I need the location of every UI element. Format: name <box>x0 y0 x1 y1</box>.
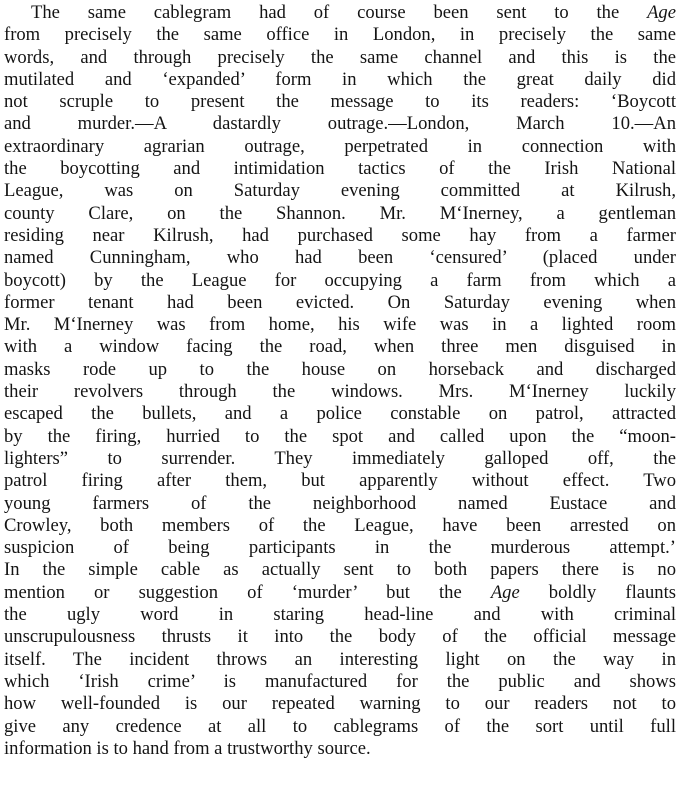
text-line: lighters” to surrender. They immediately galloped off, the <box>4 447 676 469</box>
text-line: not scruple to present the message to its readers: ‘Boycott <box>4 91 676 113</box>
text-line: young farmers of the neighborhood named Eustace and <box>4 492 676 514</box>
text-line: the ugly word in staring head-line and with criminal <box>4 604 676 626</box>
text-line: The same cablegram had of course been sent to the Age <box>31 2 676 23</box>
text-line: the boycotting and intimidation tactics of the Irish National <box>4 158 676 180</box>
text-line: and murder.—A dastardly outrage.—London, March 10.—An <box>4 113 676 135</box>
text-line: from precisely the same office in London, in precisely the same <box>4 24 676 46</box>
text-line: masks rode up to the house on horseback and discharged <box>4 358 676 380</box>
newspaper-title: Age <box>490 581 520 603</box>
newspaper-title: Age <box>647 2 676 23</box>
text-line: mutilated and ‘expanded’ form in which the great daily did <box>4 68 676 90</box>
text-line: words, and through precisely the same channel and this is the <box>4 46 676 68</box>
text-line: former tenant had been evicted. On Saturday evening when <box>4 291 676 313</box>
text-line: named Cunningham, who had been ‘censured’ (placed under <box>4 247 676 269</box>
text-line: give any credence at all to cablegrams of the sort until full <box>4 715 676 737</box>
text-line: how well-founded is our repeated warning to our readers not to <box>4 693 676 715</box>
text-line: Crowley, both members of the League, have been arrested on <box>4 514 676 536</box>
text-line: League, was on Saturday evening committed at Kilrush, <box>4 180 676 202</box>
text-line: which ‘Irish crime’ is manufactured for the public and shows <box>4 670 676 692</box>
article-paragraph <box>4 2 676 760</box>
text-line: Mr. M‘Inerney was from home, his wife was in a lighted room <box>4 314 676 336</box>
text-line: with a window facing the road, when three men disguised in <box>4 336 676 358</box>
text-line: their revolvers through the windows. Mrs. M‘Inerney luckily <box>4 381 676 403</box>
text-line: residing near Kilrush, had purchased some hay from a farmer <box>4 224 676 246</box>
text-line: boycott) by the League for occupying a farm from which a <box>4 269 676 291</box>
text-line: In the simple cable as actually sent to both papers there is no <box>4 559 676 581</box>
text-line: information is to hand from a trustworthy source. <box>4 737 371 759</box>
text-line: itself. The incident throws an interesting light on the way in <box>4 648 676 670</box>
text-line: unscrupulousness thrusts it into the body of the official message <box>4 626 676 648</box>
text-line: extraordinary agrarian outrage, perpetrated in connection with <box>4 135 676 157</box>
text-line: escaped the bullets, and a police constable on patrol, attracted <box>4 403 676 425</box>
text-line: suspicion of being participants in the murderous attempt.’ <box>4 537 676 559</box>
text-line: by the firing, hurried to the spot and called upon the “moon- <box>4 425 676 447</box>
text-line: county Clare, on the Shannon. Mr. M‘Inerney, a gentleman <box>4 202 676 224</box>
text-line: mention or suggestion of ‘murder’ but the Age boldly flaunts <box>4 581 676 603</box>
text-line: patrol firing after them, but apparently without effect. Two <box>4 470 676 492</box>
